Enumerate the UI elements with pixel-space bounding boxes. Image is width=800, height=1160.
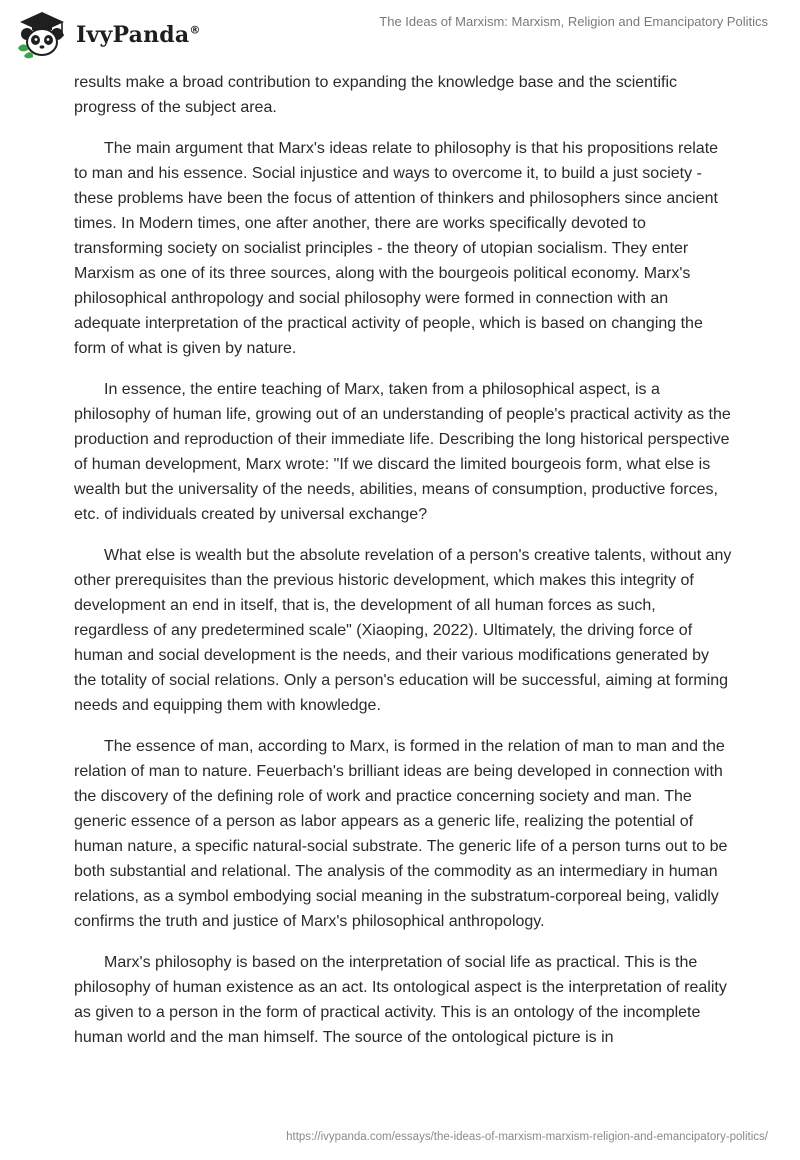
essay-body <box>74 70 734 1066</box>
brand-name: IvyPanda® <box>76 22 201 48</box>
ivypanda-logo[interactable] <box>14 8 201 60</box>
paragraph: In essence, the entire teaching of Marx, taken from a philosophical aspect, is a philosophy of human life, growing out of an understanding of people's practical activity as the production and reproduction of their immediate life. Describing the long historical perspective of human development, Marx wrote: "If we discard the limited bourgeois form, what else is wealth but the universality of the needs, abilities, means of consumption, productive forces, etc. of individuals created by universal exchange? <box>74 381 731 523</box>
paragraph: results make a broad contribution to expanding the knowledge base and the scientific progress of the subject area. <box>74 74 678 116</box>
paragraph: The essence of man, according to Marx, is formed in the relation of man to man and the relation of man to nature. Feuerbach's brilliant ideas are being developed in connection with the discovery of the defining role of work and practice concerning society and man. The generic essence of a person as labor appears as a generic life, realizing the potential of human nature, a specific natural-social substrate. The generic life of a person turns out to be both substantial and relational. The analysis of the commodity as an intermediary in human relations, as a symbol embodying social meaning in the substratum-corporeal being, validly confirms the truth and justice of Marx's philosophical anthropology. <box>74 738 728 930</box>
panda-graduate-icon <box>14 8 70 60</box>
page-header <box>0 0 800 66</box>
source-url[interactable]: https://ivypanda.com/essays/the-ideas-of-marxism-marxism-religion-and-emancipatory-politics/ <box>286 1131 768 1143</box>
document-title: The Ideas of Marxism: Marxism, Religion and Emancipatory Politics <box>379 14 768 29</box>
paragraph: What else is wealth but the absolute revelation of a person's creative talents, without any other prerequisites than the previous historic development, which makes this integrity of development an end in itself, that is, the development of all human forces as such, regardless of any predetermined scale" (Xiaoping, 2022). Ultimately, the driving force of human and social development is the needs, and their various modifications generated by the totality of social relations. Only a person's education will be successful, aiming at forming needs and equipping them with knowledge. <box>74 547 732 714</box>
paragraph: The main argument that Marx's ideas relate to philosophy is that his propositions relate to man and his essence. Social injustice and ways to overcome it, to build a just society - these problems have been the focus of attention of thinkers and philosophers since ancient times. In Modern times, one after another, there are works specifically devoted to transforming society on socialist principles - the theory of utopian socialism. They enter Marxism as one of its three sources, along with the bourgeois political economy. Marx's philosophical anthropology and social philosophy were formed in connection with an adequate interpretation of the practical activity of people, which is based on changing the form of what is given by nature. <box>74 140 719 357</box>
paragraph: Marx's philosophy is based on the interpretation of social life as practical. This is the philosophy of human existence as an act. Its ontological aspect is the interpretation of reality as given to a person in the form of practical activity. This is an ontology of the incomplete human world and the man himself. The source of the ontological picture is in <box>74 954 727 1046</box>
